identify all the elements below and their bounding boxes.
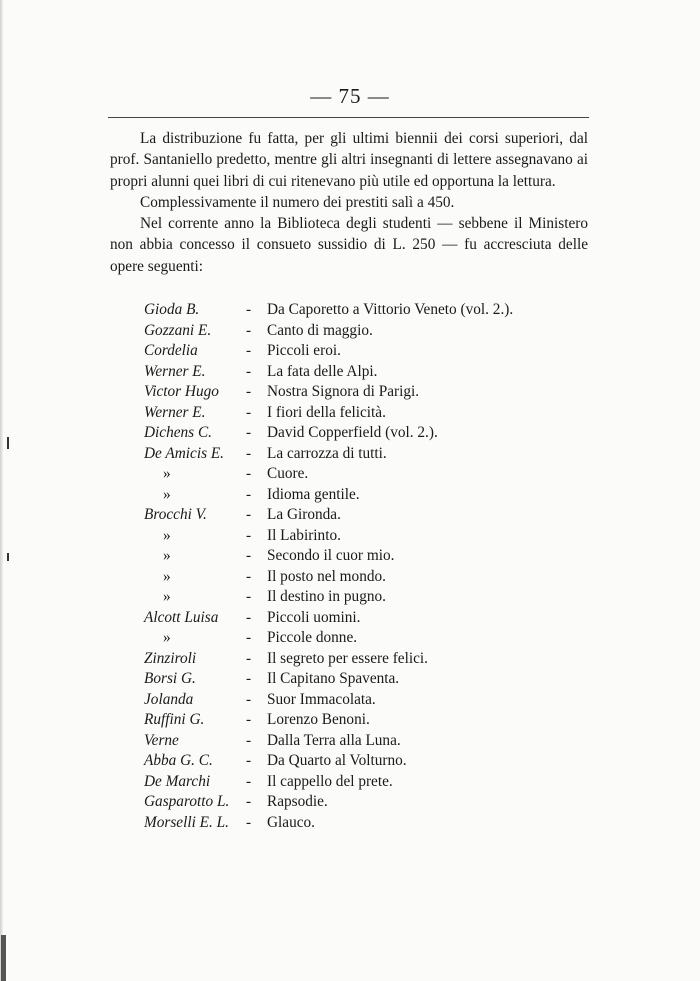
book-separator: - (246, 547, 252, 564)
book-author: Verne (144, 731, 179, 749)
book-author: Gasparotto L. (144, 793, 230, 810)
book-separator: - (246, 649, 252, 667)
book-author: Dichens C. (144, 424, 212, 441)
book-separator: - (246, 403, 252, 421)
edge-mark (7, 553, 9, 561)
paragraph: Nel corrente anno la Biblioteca degli studenti — sebbene il Ministero non abbia concesso il consueto sussidio di L. 250 — fu accresciuta delle opere seguenti: (110, 215, 588, 275)
book-separator: - (246, 690, 252, 708)
page-number: — 75 — (310, 84, 390, 108)
book-title: La fata delle Alpi. (267, 362, 378, 380)
page-left-edge (0, 0, 3, 981)
book-author: Cordelia (144, 342, 198, 359)
book-title: Nostra Signora di Parigi. (267, 383, 420, 400)
book-separator: - (246, 444, 252, 462)
book-author: » (163, 629, 171, 646)
book-separator: - (246, 752, 252, 769)
edge-mark (7, 437, 9, 449)
book-title: Piccoli uomini. (267, 608, 361, 626)
book-author: Gozzani E. (144, 321, 212, 339)
book-title: Canto di maggio. (267, 321, 373, 339)
book-author: Jolanda (144, 690, 194, 708)
book-title: Il segreto per essere felici. (267, 649, 428, 667)
book-title: La carrozza di tutti. (267, 444, 387, 462)
book-separator: - (246, 772, 252, 790)
book-author: Werner E. (144, 362, 206, 380)
book-title: Il cappello del prete. (267, 772, 393, 790)
book-author: » (163, 526, 171, 544)
book-title: Il Labirinto. (267, 526, 341, 544)
book-separator: - (246, 526, 252, 544)
book-author: De Marchi (144, 772, 211, 790)
book-author: Abba G. C. (144, 752, 213, 769)
book-title: Il destino in pugno. (267, 588, 386, 605)
book-author: Werner E. (144, 403, 206, 421)
book-author: » (163, 547, 171, 564)
book-title: David Copperfield (vol. 2.). (267, 424, 438, 441)
book-separator: - (246, 793, 252, 810)
book-title: Idioma gentile. (267, 485, 360, 503)
book-author: » (163, 567, 171, 585)
book-separator: - (246, 465, 252, 482)
body-text (110, 128, 588, 277)
book-separator: - (246, 731, 252, 749)
book-separator: - (246, 813, 252, 831)
book-separator: - (246, 485, 252, 503)
edge-mark (1, 935, 6, 981)
book-author: » (163, 465, 171, 482)
book-title: Il Capitano Spaventa. (267, 670, 400, 687)
book-author: Gioda B. (144, 301, 200, 318)
book-author: Victor Hugo (144, 383, 219, 400)
book-separator: - (246, 362, 252, 380)
book-separator: - (246, 321, 252, 339)
book-title: Da Caporetto a Vittorio Veneto (vol. 2.). (267, 301, 514, 318)
book-separator: - (246, 670, 252, 687)
book-author: » (163, 588, 171, 605)
book-title: Piccole donne. (267, 629, 358, 646)
paragraph: Complessivamente il numero dei prestiti salì a 450. (140, 193, 455, 211)
book-title: Rapsodie. (267, 793, 328, 810)
book-separator: - (246, 342, 252, 359)
book-author: Ruffini G. (144, 711, 205, 728)
book-title: Lorenzo Benoni. (267, 711, 370, 728)
book-separator: - (246, 608, 252, 626)
book-separator: - (246, 424, 252, 441)
book-title: I fiori della felicità. (267, 403, 386, 421)
book-author: Zinziroli (144, 649, 197, 667)
book-separator: - (246, 629, 252, 646)
book-title: Il posto nel mondo. (267, 567, 386, 585)
book-title: Da Quarto al Volturno. (267, 752, 407, 769)
book-author: » (163, 485, 171, 503)
book-author: Alcott Luisa (144, 608, 219, 626)
book-separator: - (246, 711, 252, 728)
book-author: De Amicis E. (144, 444, 225, 462)
header-rule (108, 117, 589, 118)
book-title: Piccoli eroi. (267, 342, 341, 359)
book-title: La Gironda. (267, 506, 341, 523)
book-separator: - (246, 567, 252, 585)
book-title: Cuore. (267, 465, 309, 482)
book-title: Dalla Terra alla Luna. (267, 731, 401, 749)
book-separator: - (246, 506, 252, 523)
book-title: Suor Immacolata. (267, 690, 376, 708)
book-author: Borsi G. (144, 670, 196, 687)
book-title: Secondo il cuor mio. (267, 547, 395, 564)
book-author: Brocchi V. (144, 506, 207, 523)
book-separator: - (246, 301, 252, 318)
book-separator: - (246, 588, 252, 605)
book-separator: - (246, 383, 252, 400)
paragraph: La distribuzione fu fatta, per gli ultimi biennii dei corsi superiori, dal prof. Santaniello predetto, mentre gli altri insegnanti di lettere assegnavano ai propri alunni quei libri di cui ritenevano più utile ed opportuna la lettura. (110, 130, 588, 190)
book-title: Glauco. (267, 813, 315, 831)
book-author: Morselli E. L. (144, 813, 229, 831)
